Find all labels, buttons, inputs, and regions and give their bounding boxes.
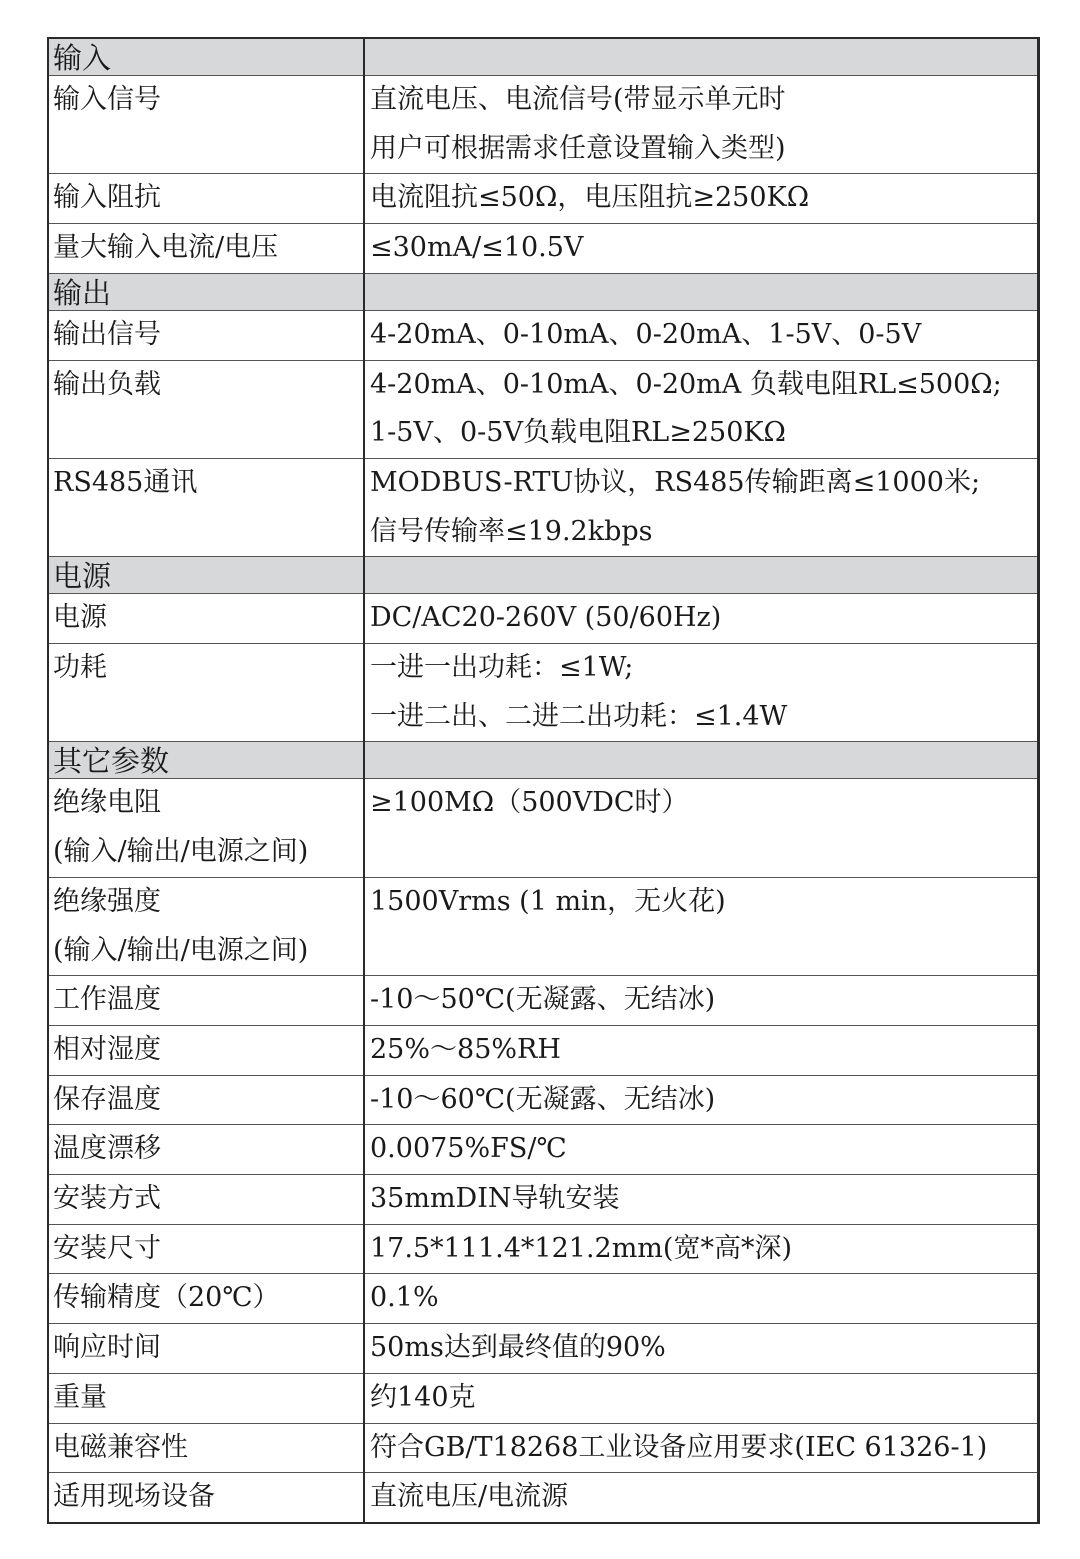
spec-row	[48, 594, 1038, 644]
spec-label	[48, 1423, 364, 1473]
spec-value-line: 约140克	[370, 1381, 476, 1413]
section-header-blank	[364, 742, 1038, 779]
spec-value	[364, 877, 1038, 975]
spec-label-line: 输出信号	[53, 318, 161, 350]
spec-row	[48, 1025, 1038, 1075]
spec-value-line: 50ms达到最终值的90%	[370, 1332, 666, 1364]
spec-value	[364, 224, 1038, 274]
spec-value	[364, 76, 1038, 174]
spec-row	[48, 310, 1038, 360]
spec-label	[48, 1025, 364, 1075]
spec-label	[48, 1075, 364, 1125]
spec-value	[364, 1025, 1038, 1075]
spec-label	[48, 779, 364, 877]
spec-value-line: 符合GB/T18268工业设备应用要求(IEC 61326-1)	[370, 1431, 988, 1463]
spec-label-line: (输入/输出/电源之间)	[53, 836, 309, 868]
spec-label	[48, 594, 364, 644]
spec-value-line: 一进一出功耗：≤1W;	[370, 652, 634, 684]
spec-value	[364, 1075, 1038, 1125]
spec-label-line: 适用现场设备	[53, 1481, 215, 1513]
spec-label	[48, 224, 364, 274]
spec-row	[48, 1373, 1038, 1423]
spec-row	[48, 174, 1038, 224]
spec-label-line: 安装尺寸	[53, 1232, 161, 1264]
spec-value-line: 4-20mA、0-10mA、0-20mA 负载电阻RL≤500Ω;	[370, 368, 1002, 400]
spec-value-line: 直流电压、电流信号(带显示单元时	[370, 84, 786, 115]
spec-label	[48, 1125, 364, 1175]
spec-value	[364, 174, 1038, 224]
spec-value-line: 17.5*111.4*121.2mm(宽*高*深)	[370, 1232, 792, 1264]
spec-label-line: 安装方式	[53, 1183, 161, 1215]
spec-value	[364, 1324, 1038, 1374]
spec-value	[364, 1224, 1038, 1274]
spec-label-line: 绝缘电阻	[53, 787, 161, 819]
section-header-row	[48, 38, 1038, 76]
section-title: 其它参数	[48, 742, 364, 779]
spec-label	[48, 360, 364, 458]
spec-value	[364, 1423, 1038, 1473]
spec-value-line: 35mmDIN导轨安装	[370, 1183, 620, 1215]
spec-label-line: RS485通讯	[53, 466, 198, 498]
spec-value	[364, 594, 1038, 644]
section-header-blank	[364, 557, 1038, 594]
spec-row	[48, 360, 1038, 458]
spec-label-line: 电源	[53, 602, 107, 634]
spec-label-line: 输出负载	[53, 368, 161, 400]
spec-value-line: 直流电压/电流源	[370, 1481, 569, 1513]
spec-row	[48, 1473, 1038, 1523]
spec-label-line: 电磁兼容性	[53, 1431, 188, 1463]
spec-value-line: 一进二出、二进二出功耗：≤1.4W	[370, 700, 788, 732]
section-header-row	[48, 557, 1038, 594]
spec-table	[47, 37, 1040, 1524]
spec-label-line: 工作温度	[53, 984, 161, 1016]
section-header-row	[48, 273, 1038, 310]
spec-label	[48, 310, 364, 360]
spec-row	[48, 1224, 1038, 1274]
spec-row	[48, 877, 1038, 975]
section-header-row	[48, 742, 1038, 779]
spec-value	[364, 360, 1038, 458]
spec-row	[48, 1324, 1038, 1374]
spec-value-line: 4-20mA、0-10mA、0-20mA、1-5V、0-5V	[370, 318, 922, 350]
spec-value-line: 0.0075%FS/℃	[370, 1133, 567, 1165]
spec-label	[48, 1373, 364, 1423]
spec-label-line: 温度漂移	[53, 1133, 161, 1165]
section-title: 输出	[48, 273, 364, 310]
section-header-blank	[364, 38, 1038, 76]
spec-value	[364, 1175, 1038, 1225]
spec-value-line: -10～60℃(无凝露、无结冰)	[370, 1083, 716, 1115]
spec-label	[48, 1224, 364, 1274]
spec-label	[48, 76, 364, 174]
spec-label	[48, 174, 364, 224]
spec-label	[48, 1324, 364, 1374]
spec-row	[48, 1125, 1038, 1175]
spec-label	[48, 1473, 364, 1523]
spec-value	[364, 1274, 1038, 1324]
spec-label-line: 响应时间	[53, 1332, 161, 1364]
spec-value	[364, 644, 1038, 742]
spec-row	[48, 1075, 1038, 1125]
spec-label-line: 功耗	[53, 652, 107, 684]
spec-value-line: 用户可根据需求任意设置输入类型)	[370, 132, 786, 164]
spec-row	[48, 224, 1038, 274]
spec-label-line: 重量	[53, 1381, 107, 1413]
spec-label-line: 绝缘强度	[53, 885, 161, 917]
section-header-blank	[364, 273, 1038, 310]
spec-row	[48, 976, 1038, 1026]
spec-label	[48, 1175, 364, 1225]
spec-label-line: 输入阻抗	[53, 182, 161, 214]
spec-value-line: MODBUS-RTU协议，RS485传输距离≤1000米;	[370, 466, 981, 498]
spec-value-line: 1-5V、0-5V负载电阻RL≥250KΩ	[370, 417, 786, 449]
spec-value-line: -10～50℃(无凝露、无结冰)	[370, 984, 716, 1016]
spec-table-body	[48, 38, 1038, 1523]
spec-value	[364, 310, 1038, 360]
spec-value	[364, 779, 1038, 877]
spec-label	[48, 1274, 364, 1324]
spec-row	[48, 1274, 1038, 1324]
spec-label	[48, 644, 364, 742]
spec-value	[364, 1125, 1038, 1175]
spec-label	[48, 976, 364, 1026]
spec-label-line: 保存温度	[53, 1083, 161, 1115]
spec-value-line: 电流阻抗≤50Ω，电压阻抗≥250KΩ	[370, 182, 810, 214]
spec-value-line: 信号传输率≤19.2kbps	[370, 515, 653, 547]
spec-label-line: 相对湿度	[53, 1033, 161, 1065]
spec-label-line: 传输精度（20℃）	[53, 1282, 280, 1314]
section-title: 输入	[48, 38, 364, 76]
spec-label	[48, 458, 364, 556]
spec-row	[48, 1423, 1038, 1473]
spec-value	[364, 976, 1038, 1026]
spec-label-line: 量大输入电流/电压	[53, 232, 279, 264]
spec-row	[48, 458, 1038, 556]
spec-value-line: 1500Vrms (1 min，无火花)	[370, 885, 726, 917]
spec-label	[48, 877, 364, 975]
spec-value-line: 0.1%	[370, 1282, 439, 1314]
spec-label-line: (输入/输出/电源之间)	[53, 934, 309, 966]
spec-value-line: ≥100MΩ（500VDC时）	[370, 787, 689, 819]
spec-row	[48, 779, 1038, 877]
spec-row	[48, 1175, 1038, 1225]
section-title: 电源	[48, 557, 364, 594]
spec-value	[364, 1373, 1038, 1423]
spec-row	[48, 76, 1038, 174]
spec-value	[364, 1473, 1038, 1523]
spec-label-line: 输入信号	[53, 84, 161, 115]
spec-value	[364, 458, 1038, 556]
spec-row	[48, 644, 1038, 742]
spec-value-line: ≤30mA/≤10.5V	[370, 232, 584, 264]
spec-value-line: 25%～85%RH	[370, 1033, 561, 1065]
spec-value-line: DC/AC20-260V (50/60Hz)	[370, 602, 722, 634]
